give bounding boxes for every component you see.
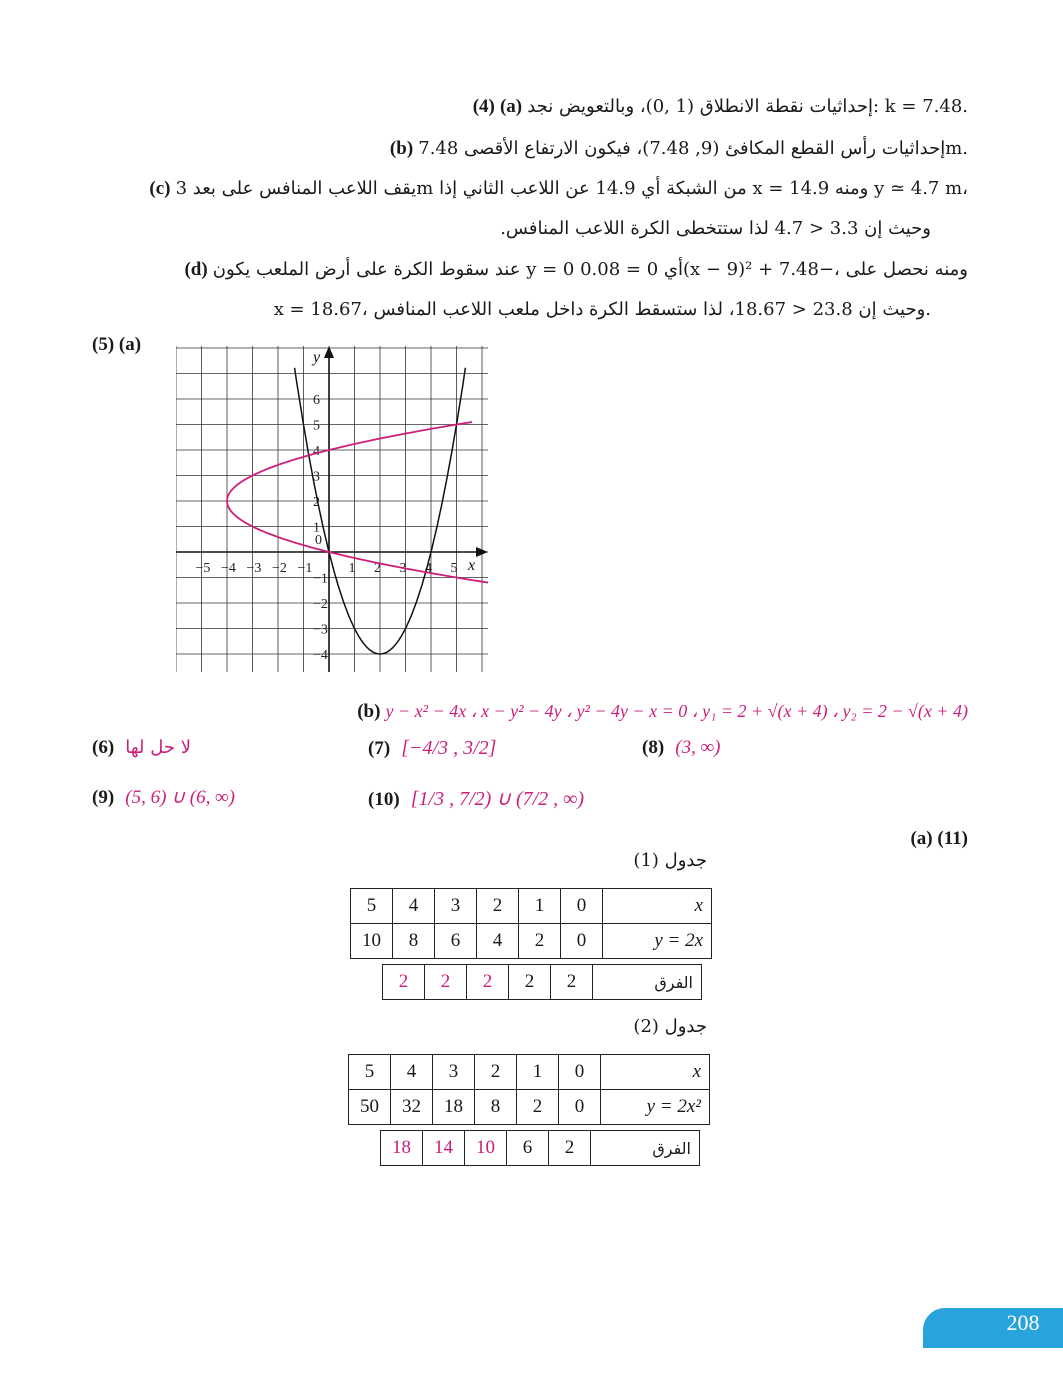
table2-y-cell: 50 — [349, 1090, 391, 1125]
answer-9-text: (5, 6) ∪ (6, ∞) — [125, 787, 236, 808]
table2-diff-header: الفرق — [591, 1131, 700, 1166]
x-tick-label: −3 — [246, 561, 262, 576]
q4-b-tag: (b) — [389, 138, 414, 159]
q4-a-row — [473, 92, 968, 122]
table2-x-cell: 0 — [559, 1055, 601, 1090]
table2-diff — [380, 1130, 700, 1166]
answer-8 — [642, 737, 720, 759]
q5-b-tag: (b) — [357, 701, 381, 722]
y-tick-label: 6 — [313, 393, 320, 408]
table1-diff-cell: 2 — [383, 965, 425, 1000]
q4-a-text: إحداثيات نقطة الانطلاق (1 ,0)، وبالتعويض نجد: k = 7.48. — [527, 96, 968, 117]
q4-c-row2 — [500, 214, 931, 244]
table1-row-x — [351, 889, 712, 924]
q4-d-line2: x = 18.67، وحيث إن 23.8 < 18.67، لذا ستسقط الكرة داخل ملعب اللاعب المنافس. — [273, 299, 931, 320]
q4-b-text: إحداثيات رأس القطع المكافئ (9, 7.48)، فيكون الارتفاع الأقصى 7.48m. — [418, 138, 968, 159]
table1-y-cell: 2 — [519, 924, 561, 959]
table2-x-cell: 3 — [433, 1055, 475, 1090]
table2-y-cell: 0 — [559, 1090, 601, 1125]
answer-6-text: لا حل لها — [125, 737, 191, 758]
table1-y-cell: 4 — [477, 924, 519, 959]
parabola-x-equals-y2-minus-4y — [227, 422, 488, 585]
q5-label: (5) (a) — [92, 334, 142, 355]
x-axis-label: x — [468, 557, 476, 574]
answer-8-num: (8) — [642, 737, 665, 758]
q4-c-line1: يقف اللاعب المنافس على بعد 3m من الشبكة أي 14.9 عن اللاعب الثاني إذا x = 14.9 ومنه y ≃ 4.7 m، — [175, 178, 968, 199]
origin-label: 0 — [315, 533, 322, 548]
table1-diff — [382, 964, 702, 1000]
y-tick-label: −4 — [313, 648, 328, 663]
x-tick-label: 4 — [425, 561, 432, 576]
table1-y-cell: 8 — [393, 924, 435, 959]
y-tick-label: −2 — [313, 597, 328, 612]
table2-diff-cell: 6 — [507, 1131, 549, 1166]
y-tick-label: 3 — [313, 469, 320, 485]
table2-diff-cell: 14 — [423, 1131, 465, 1166]
x-tick-label: 1 — [348, 561, 356, 576]
table1 — [350, 888, 712, 959]
q4-c-row — [149, 174, 968, 204]
table1-diff-cell: 2 — [551, 965, 593, 1000]
x-tick-label: 2 — [374, 561, 381, 576]
table1-y-header: y = 2x — [603, 924, 712, 959]
table1-diff-cell: 2 — [509, 965, 551, 1000]
answer-10-num: (10) — [368, 789, 400, 810]
table2-y-cell: 32 — [391, 1090, 433, 1125]
table2-x-header: x — [601, 1055, 710, 1090]
answer-10 — [368, 786, 584, 811]
table1-x-cell: 0 — [561, 889, 603, 924]
answer-7-text: [−4/3 , 3/2] — [401, 737, 497, 759]
answer-9-num: (9) — [92, 787, 115, 808]
table1-x-cell: 1 — [519, 889, 561, 924]
answer-7-num: (7) — [368, 738, 391, 759]
table1-x-cell: 4 — [393, 889, 435, 924]
y-tick-label: 5 — [313, 418, 320, 434]
table2-diff-cell: 18 — [381, 1131, 423, 1166]
x-tick-label: −1 — [297, 561, 313, 576]
q4-d-row2 — [274, 295, 931, 325]
q4-c-tag: (c) — [149, 178, 171, 199]
q5-graph — [176, 346, 488, 672]
answer-8-text: (3, ∞) — [675, 737, 721, 758]
q5-b-row — [357, 696, 968, 726]
x-tick-label: 3 — [399, 561, 407, 576]
table2-y-cell: 18 — [433, 1090, 475, 1125]
table1-x-cell: 5 — [351, 889, 393, 924]
table1-diff-cell: 2 — [467, 965, 509, 1000]
table2-y-header: y = 2x² — [601, 1090, 710, 1125]
table1-x-header: x — [603, 889, 712, 924]
table2-y-cell: 2 — [517, 1090, 559, 1125]
table1-diff-cell: 2 — [425, 965, 467, 1000]
table1-y-cell: 10 — [351, 924, 393, 959]
q4-c-line2: وحيث إن 3.3 < 4.7 لذا ستتخطى الكرة اللاعب المنافس. — [500, 218, 931, 239]
table2-x-cell: 4 — [391, 1055, 433, 1090]
table2-row-y — [349, 1090, 710, 1125]
y-tick-label: −3 — [313, 622, 328, 638]
table1-diff-header: الفرق — [593, 965, 702, 1000]
table2-diff-cell: 2 — [549, 1131, 591, 1166]
table2-diff-cell: 10 — [465, 1131, 507, 1166]
table2 — [348, 1054, 710, 1125]
table1-y-cell: 0 — [561, 924, 603, 959]
table2-caption: جدول (2) — [633, 1016, 707, 1037]
q4-d-tag: (d) — [184, 259, 208, 280]
table2-row-x — [349, 1055, 710, 1090]
table2-x-cell: 2 — [475, 1055, 517, 1090]
table1-caption: جدول (1) — [633, 850, 707, 871]
table1-row-diff — [383, 965, 702, 1000]
answer-7 — [368, 737, 496, 760]
y-tick-label: −1 — [313, 571, 328, 587]
page-number-tab — [923, 1308, 1063, 1348]
x-tick-label: −2 — [272, 561, 287, 576]
x-tick-label: 5 — [450, 561, 458, 576]
table2-y-cell: 8 — [475, 1090, 517, 1125]
y-axis-label: y — [313, 349, 321, 366]
q4-d-line1: عند سقوط الكرة على أرض الملعب يكون y = 0 أي 0 = 0.08(x − 9)² + 7.48−، ومنه نحصل على — [212, 259, 968, 280]
q5-b-text: y − x² − 4x ، x − y² − 4y ، y² − 4y − x = 0 ، y₁ = 2 + √(x + 4) ، y₂ = 2 − √(x + 4) — [385, 701, 968, 721]
x-tick-label: −4 — [221, 561, 236, 576]
q4-d-row — [184, 255, 968, 285]
q11-label: (a) (11) — [910, 828, 968, 849]
answer-6-num: (6) — [92, 737, 115, 758]
table1-x-cell: 3 — [435, 889, 477, 924]
q4-number: (4) — [472, 96, 495, 117]
table2-row-diff — [381, 1131, 700, 1166]
q4-b-row — [390, 134, 968, 164]
y-tick-label: 2 — [313, 495, 320, 510]
y-tick-label: 1 — [313, 520, 320, 536]
answer-10-text: [1/3 , 7/2) ∪ (7/2 , ∞) — [410, 788, 585, 810]
page-number: 208 — [1006, 1310, 1040, 1335]
y-tick-label: 4 — [313, 444, 320, 459]
table2-x-cell: 1 — [517, 1055, 559, 1090]
table2-x-cell: 5 — [349, 1055, 391, 1090]
table1-y-cell: 6 — [435, 924, 477, 959]
answer-9 — [92, 786, 235, 809]
answer-6 — [92, 737, 191, 759]
x-tick-label: −5 — [195, 561, 211, 576]
table1-x-cell: 2 — [477, 889, 519, 924]
table1-row-y — [351, 924, 712, 959]
q4-a-tag: (a) — [499, 96, 523, 117]
